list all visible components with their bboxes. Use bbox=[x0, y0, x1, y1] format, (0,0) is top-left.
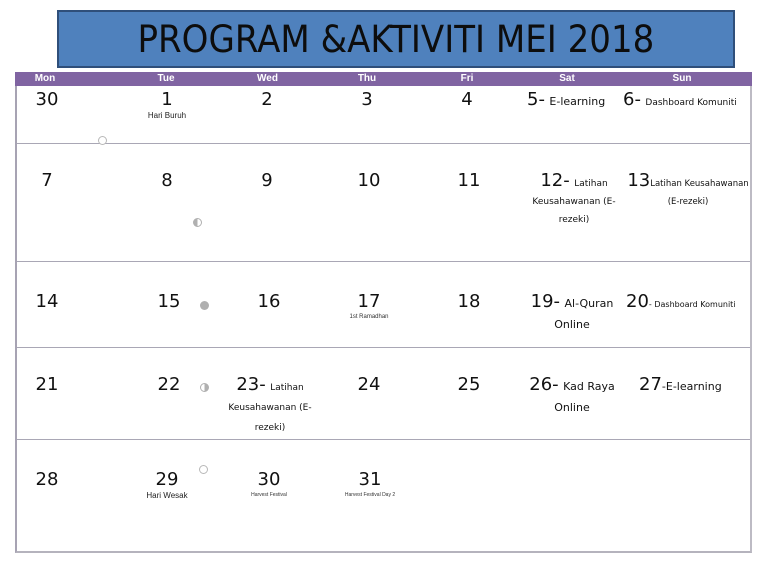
day-number: 16 bbox=[257, 291, 281, 312]
day-number: 23- bbox=[236, 374, 266, 395]
day-cell[interactable] bbox=[623, 89, 753, 146]
calendar-grid bbox=[15, 86, 752, 553]
event-label: Al-Quran Online bbox=[554, 297, 614, 331]
day-number: 8 bbox=[161, 170, 173, 191]
event-label: -E-learning bbox=[661, 380, 722, 393]
day-number: 29 bbox=[155, 469, 179, 490]
day-number: 30 bbox=[257, 469, 281, 490]
event-label: Latihan Keusahawanan (E-rezeki) bbox=[228, 383, 312, 433]
event-label: Latihan Keusahawanan (E-rezeki) bbox=[532, 179, 616, 225]
day-cell[interactable] bbox=[452, 89, 482, 146]
day-number: 7 bbox=[41, 170, 53, 191]
weekday-fri: Fri bbox=[460, 73, 474, 84]
day-number: 30 bbox=[35, 89, 59, 110]
day-number: 25 bbox=[457, 374, 481, 395]
day-number: 24 bbox=[357, 374, 381, 395]
day-number: 27 bbox=[639, 374, 662, 395]
day-cell[interactable] bbox=[252, 89, 282, 146]
day-number: 17 bbox=[357, 291, 381, 312]
weekday-tue: Tue bbox=[157, 73, 175, 84]
new-moon-icon bbox=[200, 301, 209, 310]
weekday-sat: Sat bbox=[559, 73, 575, 84]
day-number: 28 bbox=[35, 469, 59, 490]
day-number: 21 bbox=[35, 374, 59, 395]
weekday-wed: Wed bbox=[257, 73, 278, 84]
day-number: 6- bbox=[623, 89, 641, 110]
holiday-note: Harvest Festival bbox=[251, 492, 287, 498]
week-row-1 bbox=[17, 86, 750, 144]
day-cell[interactable] bbox=[29, 469, 65, 581]
day-number: 19- bbox=[530, 291, 561, 312]
day-cell[interactable] bbox=[332, 469, 408, 581]
day-number: 22 bbox=[157, 374, 181, 395]
first-quarter-icon bbox=[200, 383, 209, 392]
holiday-note: Hari Buruh bbox=[147, 111, 187, 120]
full-moon-icon bbox=[98, 136, 107, 145]
day-number: 31 bbox=[358, 469, 382, 490]
weekday-header bbox=[15, 72, 752, 86]
weekday-mon: Mon bbox=[34, 73, 56, 84]
title-banner bbox=[57, 10, 735, 68]
week-row-3 bbox=[17, 261, 750, 348]
week-row-2 bbox=[17, 143, 750, 262]
full-moon-icon bbox=[199, 465, 208, 474]
day-cell[interactable] bbox=[132, 469, 202, 581]
event-label: - Dashboard Komuniti bbox=[648, 300, 736, 309]
day-number: 26- bbox=[529, 374, 559, 395]
week-row-4 bbox=[17, 347, 750, 440]
day-cell[interactable] bbox=[527, 89, 627, 146]
day-number: 11 bbox=[457, 170, 481, 191]
last-quarter-icon bbox=[193, 218, 202, 227]
weekday-thu: Thu bbox=[357, 73, 377, 84]
day-number: 4 bbox=[461, 89, 473, 110]
day-number: 13 bbox=[627, 170, 651, 191]
event-label: Latihan Keusahawanan (E-rezeki) bbox=[650, 179, 749, 207]
event-label: Kad Raya Online bbox=[554, 380, 615, 414]
page-title: PROGRAM &AKTIVITI MEI 2018 bbox=[137, 17, 655, 61]
weekday-sun: Sun bbox=[672, 73, 692, 84]
event-label: Dashboard Komuniti bbox=[645, 98, 737, 108]
day-cell[interactable] bbox=[352, 89, 382, 146]
day-number: 9 bbox=[261, 170, 273, 191]
day-number: 1 bbox=[161, 89, 173, 110]
holiday-note: Harvest Festival Day 2 bbox=[344, 492, 396, 498]
holiday-note: 1st Ramadhan bbox=[349, 314, 389, 320]
day-cell[interactable] bbox=[237, 469, 301, 581]
day-number: 14 bbox=[35, 291, 59, 312]
day-number: 18 bbox=[457, 291, 481, 312]
week-row-5 bbox=[17, 439, 750, 551]
day-number: 20 bbox=[626, 291, 649, 312]
day-cell[interactable] bbox=[29, 89, 65, 146]
day-number: 15 bbox=[157, 291, 181, 312]
day-number: 5- bbox=[527, 89, 545, 110]
day-number: 12- bbox=[540, 170, 570, 191]
day-number: 2 bbox=[261, 89, 273, 110]
day-number: 10 bbox=[357, 170, 381, 191]
day-number: 3 bbox=[361, 89, 373, 110]
event-label: E-learning bbox=[549, 95, 606, 108]
holiday-note: Hari Wesak bbox=[146, 491, 188, 500]
day-cell[interactable] bbox=[127, 89, 207, 146]
